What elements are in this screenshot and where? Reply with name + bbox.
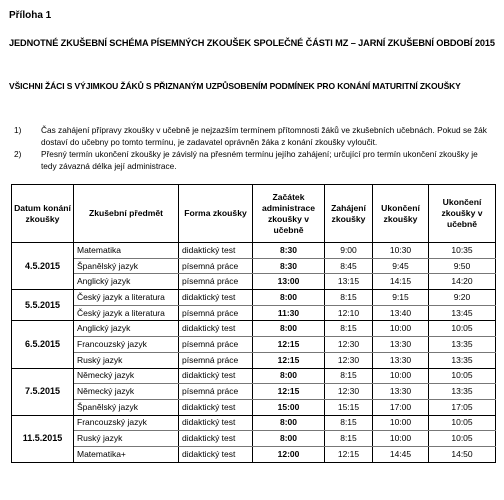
cell-form: písemná práce	[179, 274, 253, 290]
cell-subject: Španělský jazyk	[74, 399, 179, 415]
note-item	[14, 148, 494, 172]
cell-start: 12:30	[325, 352, 373, 368]
cell-subject: Český jazyk a literatura	[74, 290, 179, 306]
cell-admin-end: 17:05	[429, 399, 496, 415]
cell-admin-start: 12:15	[253, 352, 325, 368]
table-row	[12, 321, 496, 337]
table-body	[12, 243, 496, 463]
cell-end: 10:00	[373, 321, 429, 337]
cell-subject: Matematika	[74, 243, 179, 259]
cell-admin-start: 11:30	[253, 305, 325, 321]
cell-admin-start: 12:15	[253, 337, 325, 353]
cell-start: 9:00	[325, 243, 373, 259]
cell-admin-end: 10:05	[429, 431, 496, 447]
cell-admin-end: 10:35	[429, 243, 496, 259]
cell-admin-start: 8:30	[253, 258, 325, 274]
document-subtitle: VŠICHNI ŽÁCI S VÝJIMKOU ŽÁKŮ S PŘIZNANÝM UZPŮSOBENÍM PODMÍNEK PRO KONÁNÍ MATURITNÍ ZKOUŠKY	[9, 81, 461, 91]
cell-subject: Ruský jazyk	[74, 352, 179, 368]
table-row	[12, 384, 496, 400]
cell-end: 13:30	[373, 384, 429, 400]
cell-subject: Německý jazyk	[74, 384, 179, 400]
cell-form: písemná práce	[179, 384, 253, 400]
appendix-label: Příloha 1	[9, 10, 52, 21]
cell-admin-end: 14:20	[429, 274, 496, 290]
cell-form: didaktický test	[179, 446, 253, 462]
cell-start: 15:15	[325, 399, 373, 415]
cell-form: didaktický test	[179, 368, 253, 384]
cell-form: písemná práce	[179, 352, 253, 368]
cell-subject: Ruský jazyk	[74, 431, 179, 447]
cell-start: 8:15	[325, 431, 373, 447]
cell-form: didaktický test	[179, 243, 253, 259]
cell-form: didaktický test	[179, 321, 253, 337]
cell-admin-start: 8:30	[253, 243, 325, 259]
cell-end: 9:15	[373, 290, 429, 306]
header-end: Ukončení zkoušky	[373, 185, 429, 243]
cell-subject: Matematika+	[74, 446, 179, 462]
notes-list	[14, 124, 494, 172]
cell-admin-end: 13:35	[429, 352, 496, 368]
table-row	[12, 337, 496, 353]
table-row	[12, 352, 496, 368]
cell-start: 13:15	[325, 274, 373, 290]
cell-admin-end: 10:05	[429, 368, 496, 384]
document-title: JEDNOTNÉ ZKUŠEBNÍ SCHÉMA PÍSEMNÝCH ZKOUŠEK SPOLEČNÉ ČÁSTI MZ – JARNÍ ZKUŠEBNÍ OBDOBÍ 2015	[9, 38, 495, 48]
cell-admin-start: 13:00	[253, 274, 325, 290]
header-admin-end: Ukončení zkoušky v učebně	[429, 185, 496, 243]
cell-admin-start: 8:00	[253, 368, 325, 384]
cell-subject: Anglický jazyk	[74, 274, 179, 290]
cell-admin-start: 15:00	[253, 399, 325, 415]
cell-admin-end: 14:50	[429, 446, 496, 462]
cell-subject: Anglický jazyk	[74, 321, 179, 337]
cell-form: didaktický test	[179, 399, 253, 415]
cell-admin-end: 9:50	[429, 258, 496, 274]
cell-end: 10:00	[373, 415, 429, 431]
table-row	[12, 446, 496, 462]
header-subject: Zkušební předmět	[74, 185, 179, 243]
cell-start: 8:45	[325, 258, 373, 274]
note-item	[14, 124, 494, 148]
cell-admin-end: 13:35	[429, 337, 496, 353]
table-row	[12, 258, 496, 274]
cell-admin-start: 8:00	[253, 415, 325, 431]
cell-start: 12:15	[325, 446, 373, 462]
cell-end: 10:00	[373, 431, 429, 447]
cell-end: 10:00	[373, 368, 429, 384]
header-start: Zahájení zkoušky	[325, 185, 373, 243]
cell-admin-end: 10:05	[429, 415, 496, 431]
table-row	[12, 431, 496, 447]
cell-start: 8:15	[325, 290, 373, 306]
cell-date: 4.5.2015	[12, 243, 74, 290]
cell-start: 8:15	[325, 368, 373, 384]
cell-form: didaktický test	[179, 431, 253, 447]
cell-admin-end: 10:05	[429, 321, 496, 337]
cell-end: 14:45	[373, 446, 429, 462]
cell-admin-start: 8:00	[253, 431, 325, 447]
cell-start: 12:30	[325, 384, 373, 400]
cell-end: 13:30	[373, 352, 429, 368]
cell-subject: Český jazyk a literatura	[74, 305, 179, 321]
cell-admin-start: 12:00	[253, 446, 325, 462]
cell-start: 8:15	[325, 321, 373, 337]
cell-end: 13:30	[373, 337, 429, 353]
note-text: Čas zahájení přípravy zkoušky v učebně je nejzazším termínem přítomnosti žáků ve zkušebních učebnách. Pokud se žák dostaví do učebny po tomto termínu, je zadavatel oprávněn žáka z konání zkoušky vyloučit.	[41, 125, 487, 147]
cell-end: 14:15	[373, 274, 429, 290]
cell-start: 8:15	[325, 415, 373, 431]
cell-admin-end: 13:45	[429, 305, 496, 321]
cell-admin-start: 12:15	[253, 384, 325, 400]
cell-form: písemná práce	[179, 258, 253, 274]
cell-start: 12:10	[325, 305, 373, 321]
header-date: Datum konání zkoušky	[12, 185, 74, 243]
table-row	[12, 290, 496, 306]
note-number: 1)	[14, 125, 22, 135]
cell-admin-end: 13:35	[429, 384, 496, 400]
cell-end: 10:30	[373, 243, 429, 259]
cell-date: 6.5.2015	[12, 321, 74, 368]
cell-start: 12:30	[325, 337, 373, 353]
table-row	[12, 243, 496, 259]
header-row	[12, 185, 496, 243]
cell-admin-start: 8:00	[253, 321, 325, 337]
cell-end: 13:40	[373, 305, 429, 321]
table-row	[12, 368, 496, 384]
cell-date: 7.5.2015	[12, 368, 74, 415]
cell-end: 9:45	[373, 258, 429, 274]
cell-form: didaktický test	[179, 290, 253, 306]
cell-subject: Španělský jazyk	[74, 258, 179, 274]
cell-form: písemná práce	[179, 337, 253, 353]
table-row	[12, 415, 496, 431]
table-row	[12, 399, 496, 415]
exam-schedule-table	[11, 184, 496, 463]
cell-admin-end: 9:20	[429, 290, 496, 306]
cell-date: 5.5.2015	[12, 290, 74, 321]
cell-subject: Francouzský jazyk	[74, 337, 179, 353]
table-row	[12, 274, 496, 290]
table-row	[12, 305, 496, 321]
header-form: Forma zkoušky	[179, 185, 253, 243]
note-number: 2)	[14, 149, 22, 159]
cell-form: písemná práce	[179, 305, 253, 321]
cell-subject: Německý jazyk	[74, 368, 179, 384]
table-header	[12, 185, 496, 243]
note-text: Přesný termín ukončení zkoušky je závislý na přesném termínu jejího zahájení; určující pro termín ukončení zkoušky je tedy závazná délka její administrace.	[41, 149, 478, 171]
cell-admin-start: 8:00	[253, 290, 325, 306]
cell-end: 17:00	[373, 399, 429, 415]
cell-form: didaktický test	[179, 415, 253, 431]
header-admin-start: Začátek administrace zkoušky v učebně	[253, 185, 325, 243]
cell-date: 11.5.2015	[12, 415, 74, 462]
cell-subject: Francouzský jazyk	[74, 415, 179, 431]
